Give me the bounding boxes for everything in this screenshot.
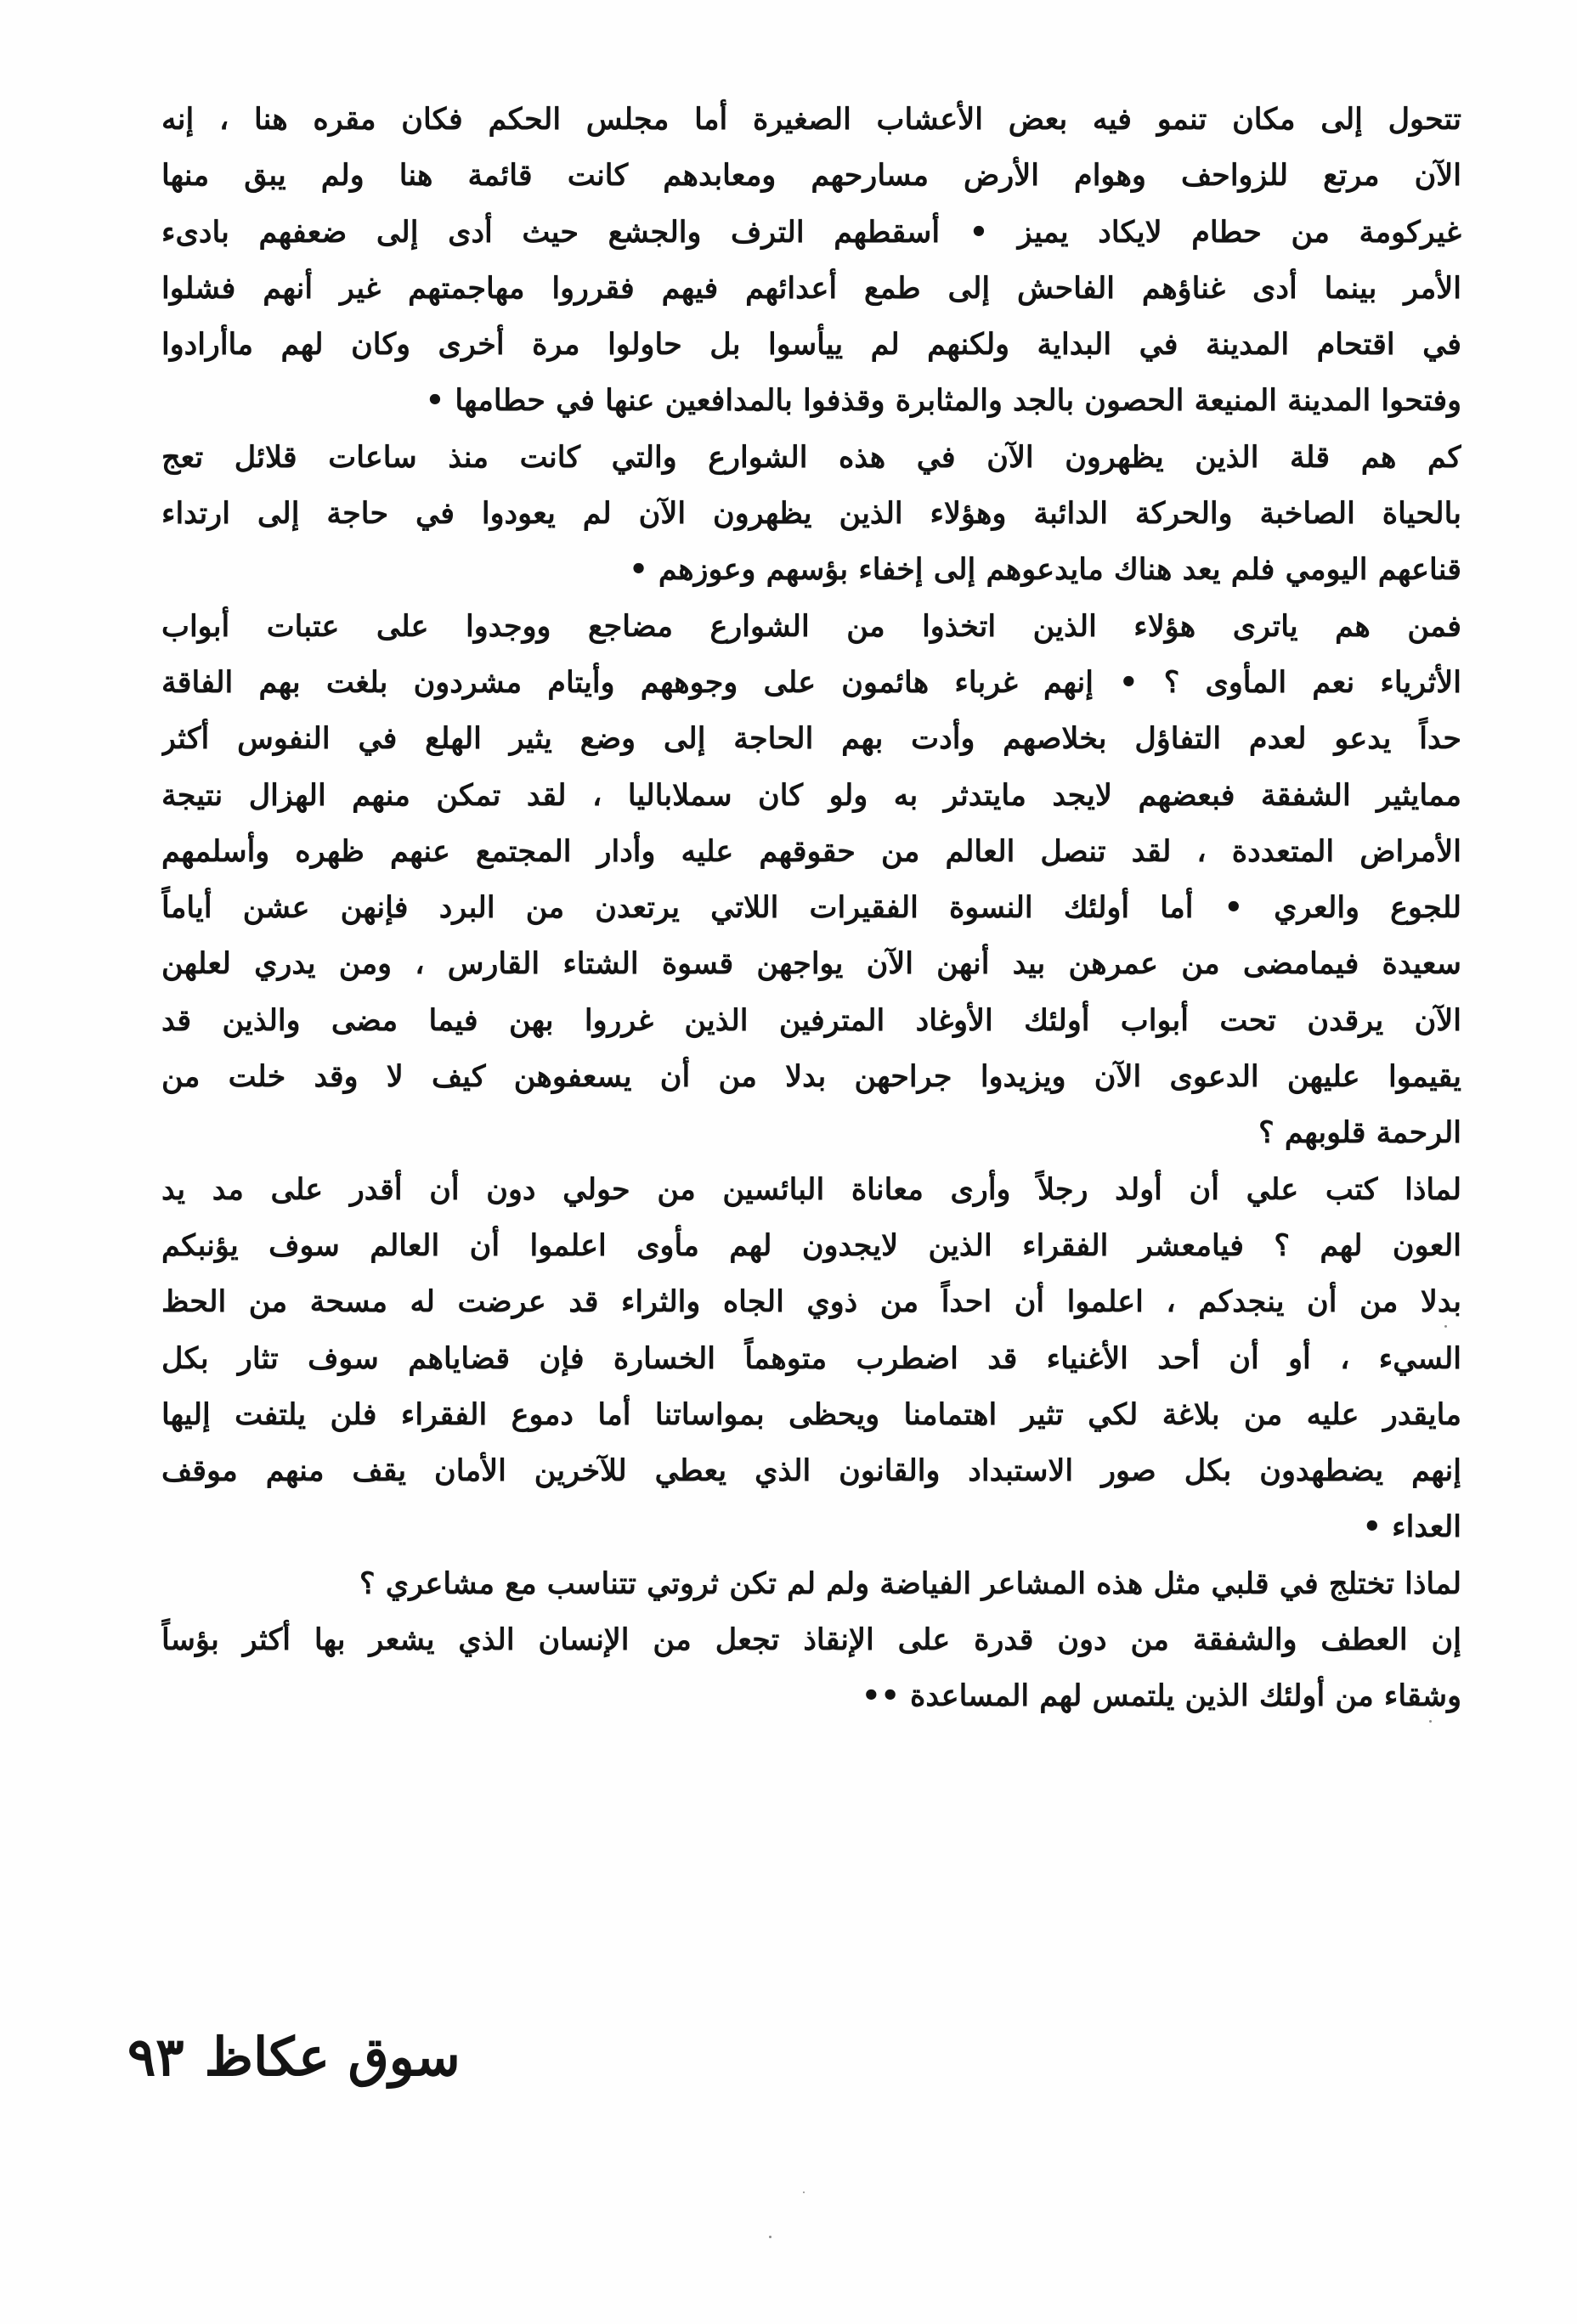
text-line: ممايثير الشفقة فبعضهم لايجد مايتدثر به ولو كان سملاباليا ، لقد تمكن منهم الهزال نتيجة bbox=[161, 777, 1461, 813]
text-line: وشقاء من أولئك الذين يلتمس لهم المساعدة •• bbox=[862, 1678, 1461, 1714]
text-line: لماذا تختلج في قلبي مثل هذه المشاعر الفياضة ولم لم تكن ثروتي تتناسب مع مشاعري ؟ bbox=[359, 1565, 1461, 1601]
text-line: لماذا كتب علي أن أولد رجلاً وأرى معاناة البائسين من حولي دون أن أقدر على مد يد bbox=[161, 1171, 1461, 1207]
text-line: إن العطف والشفقة من دون قدرة على الإنقاذ تجعل من الإنسان الذي يشعر بها أكثر بؤساً bbox=[161, 1622, 1461, 1658]
text-line: بدلا من أن ينجدكم ، اعلموا أن احداً من ذوي الجاه والثراء قد عرضت له مسحة من الحظ bbox=[161, 1284, 1461, 1320]
text-line: العداء • bbox=[1362, 1509, 1461, 1545]
text-line: فمن هم ياترى هؤلاء الذين اتخذوا من الشوارع مضاجع ووجدوا على عتبات أبواب bbox=[161, 608, 1461, 644]
text-line: العون لهم ؟ فيامعشر الفقراء الذين لايجدون لهم مأوى اعلموا أن العالم سوف يؤنبكم bbox=[161, 1227, 1461, 1263]
text-line: تتحول إلى مكان تنمو فيه بعض الأعشاب الصغيرة أما مجلس الحكم فكان مقره هنا ، إنه bbox=[161, 102, 1461, 137]
text-line: الأمراض المتعددة ، لقد تنصل العالم من حقوقهم عليه وأدار المجتمع عنهم ظهره وأسلمهم bbox=[161, 833, 1461, 869]
scan-speck bbox=[803, 2191, 805, 2193]
text-line: بالحياة الصاخبة والحركة الدائبة وهؤلاء الذين يظهرون الآن لم يعودوا في حاجة إلى ارتداء bbox=[161, 496, 1461, 532]
text-line: للجوع والعري • أما أولئك النسوة الفقيرات اللاتي يرتعدن من البرد فإنهن عشن أياماً bbox=[161, 890, 1461, 926]
scan-speck bbox=[1444, 1325, 1447, 1328]
text-line: وفتحوا المدينة المنيعة الحصون بالجد والمثابرة وقذفوا بالمدافعين عنها في حطامها • bbox=[425, 383, 1461, 419]
footer-title: سوق عكاظ bbox=[204, 2026, 461, 2088]
text-line: سعيدة فيمامضى من عمرهن بيد أنهن الآن يواجهن قسوة الشتاء القارس ، ومن يدري لعلهن bbox=[161, 946, 1461, 982]
scan-speck bbox=[769, 2236, 772, 2238]
text-line: الأثرياء نعم المأوى ؟ • إنهم غرباء هائمون على وجوههم وأيتام مشردون بلغت بهم الفاقة bbox=[161, 664, 1461, 700]
text-line: في اقتحام المدينة في البداية ولكنهم لم ييأسوا بل حاولوا مرة أخرى وكان لهم ماأرادوا bbox=[161, 327, 1461, 363]
text-line: يقيموا عليهن الدعوى الآن ويزيدوا جراحهن بدلا من أن يسعفوهن كيف لا وقد خلت من bbox=[161, 1059, 1461, 1095]
text-line: كم هم قلة الذين يظهرون الآن في هذه الشوارع والتي كانت منذ ساعات قلائل تعج bbox=[161, 439, 1461, 475]
page-number: ٩٣ bbox=[127, 2026, 184, 2088]
page-footer bbox=[127, 2026, 461, 2088]
text-line: الأمر بينما أدى غناؤهم الفاحش إلى طمع أعدائهم فيهم فقرروا مهاجمتهم غير أنهم فشلوا bbox=[161, 270, 1461, 306]
text-line: قناعهم اليومي فلم يعد هناك مايدعوهم إلى إخفاء بؤسهم وعوزهم • bbox=[629, 552, 1461, 588]
body-text bbox=[161, 92, 1461, 1725]
text-line: حداً يدعو لعدم التفاؤل بخلاصهم وأدت بهم الحاجة إلى وضع يثير الهلع في النفوس أكثر bbox=[161, 721, 1461, 757]
text-line: مايقدر عليه من بلاغة لكي تثير اهتمامنا ويحظى بمواساتنا أما دموع الفقراء فلن يلتفت إليها bbox=[161, 1396, 1461, 1432]
scan-speck bbox=[1429, 1720, 1432, 1723]
text-line: الآن مرتع للزواحف وهوام الأرض مسارحهم ومعابدهم كانت قائمة هنا ولم يبق منها bbox=[161, 158, 1461, 194]
text-line: غيركومة من حطام لايكاد يميز • أسقطهم الترف والجشع حيث أدى إلى ضعفهم بادىء bbox=[161, 214, 1461, 250]
text-line: إنهم يضطهدون بكل صور الاستبداد والقانون الذي يعطي للآخرين الأمان يقف منهم موقف bbox=[161, 1453, 1461, 1489]
text-line: الآن يرقدن تحت أبواب أولئك الأوغاد المترفين الذين غرروا بهن فيما مضى والذين قد bbox=[161, 1002, 1461, 1038]
text-line: السيء ، أو أن أحد الأغنياء قد اضطرب متوهماً الخسارة فإن قضاياهم سوف تثار بكل bbox=[161, 1340, 1461, 1376]
text-line: الرحمة قلوبهم ؟ bbox=[1258, 1115, 1461, 1151]
